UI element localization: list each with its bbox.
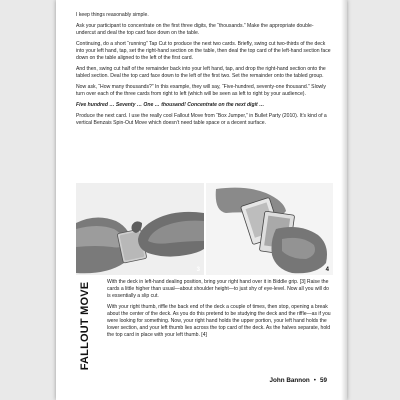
- photo-4: [206, 183, 333, 275]
- section-paragraph-2: With your right thumb, riffle the back end of the deck a couple of times, then stop, opening a break about the center of the deck. As you do this pretend to be studying the deck and the riffle—as if you were looking for something. Now, your right hand holds the upper portion, your left hand holds the lower section, and your left thumb lies across the top card of the deck. As the halves separate, hold the top card in place with your left thumb. [4]: [107, 303, 331, 338]
- page-footer: [270, 377, 327, 384]
- page-edge-shadow: [341, 0, 347, 400]
- section-body: [107, 279, 333, 343]
- book-page: [56, 0, 347, 400]
- paragraph-1: I keep things reasonably simple.: [76, 12, 149, 18]
- section-paragraph-1: With the deck in left-hand dealing position, bring your right hand over it in Biddle grip. [3] Raise the cards a little higher than usual—about shoulder height—to just shy of eye-level. Now all you will do is essentially a slip cut.: [107, 279, 329, 299]
- quote-line: Five hundred … Seventy … One … thousand! Concentrate on the next digit …: [76, 102, 265, 108]
- footer-page-number: 59: [319, 377, 327, 384]
- paragraph-5: Now ask, “How many thousands?” In this example, they will say, “Five-hundred, seventy-one thousand.” Slowly turn over each of the three cards from right to left (which will be seen as left to right by your audience).: [76, 84, 326, 97]
- section-title: [76, 281, 94, 370]
- paragraph-4: And then, swing cut half of the remainder back into your left hand, tap, and drop the right-hand section onto the tabled section. Deal the top card face down to the left of the first two. Set the remainder onto the tabled group.: [76, 66, 326, 79]
- photo-number-4: 4: [325, 267, 329, 273]
- paragraph-3: Continuing, do a short “running” Tap Cut to produce the next two cards. Briefly, swing cut two-thirds of the deck into your left hand, tap, set the right-hand section on the table, then deal the top card of the left-hand section face down on the table aligned to the left of the first card.: [76, 41, 331, 61]
- hands-cutting-deck-image: [206, 183, 333, 275]
- section-title-text: FALLOUT MOVE: [79, 281, 91, 370]
- paragraph-6: Produce the next card. I use the really cool Fallout Move from “Box Jumper,” in Bullet Party (2010). It’s kind of a vertical Benzais Spin-Out Move which doesn’t need table space or a decent surface.: [76, 113, 327, 126]
- paragraph-2: Ask your participant to concentrate on the first three digits, the “thousands.” Make the appropriate double-undercut and deal the top card face down on the table.: [76, 23, 314, 36]
- hands-holding-deck-image: [76, 183, 204, 275]
- body-text: [76, 12, 332, 131]
- footer-separator: •: [313, 377, 316, 384]
- footer-author: John Bannon: [269, 377, 310, 384]
- photo-number-3: 3: [196, 267, 200, 273]
- photo-3: [76, 183, 204, 275]
